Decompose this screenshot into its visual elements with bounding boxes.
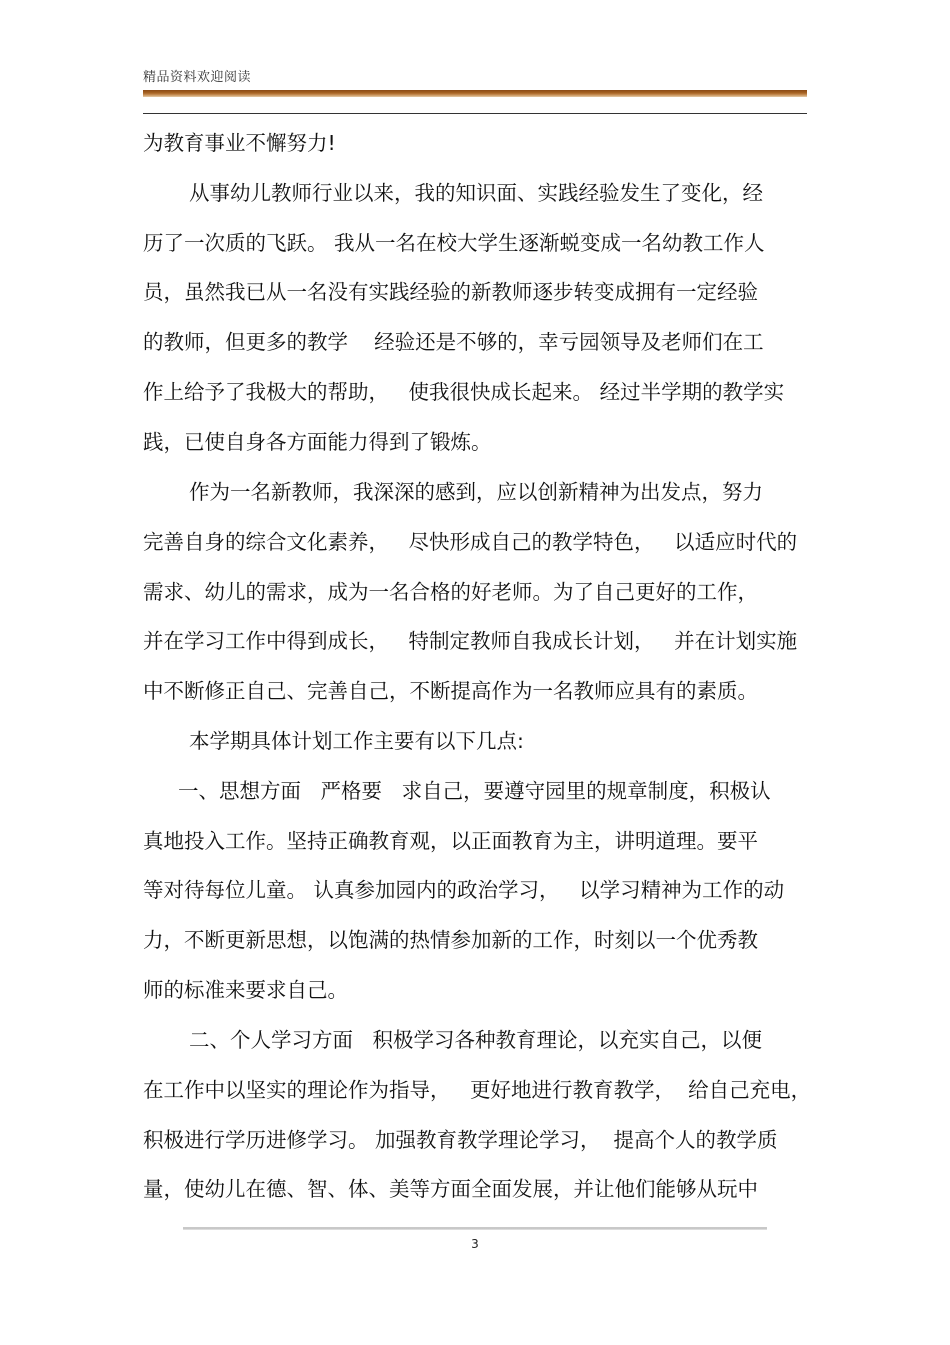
body-line: 二、个人学习方面 积极学习各种教育理论，以充实自己，以便 bbox=[189, 1028, 763, 1052]
body-line: 本学期具体计划工作主要有以下几点: bbox=[189, 729, 524, 753]
body-line: 完善自身的综合文化素养， 尽快形成自己的教学特色， 以适应时代的 bbox=[143, 530, 798, 554]
body-line: 一、思想方面 严格要 求自己，要遵守园里的规章制度，积极认 bbox=[178, 779, 771, 803]
body-line: 作为一名新教师，我深深的感到，应以创新精神为出发点，努力 bbox=[189, 480, 763, 504]
body-line: 践，已使自身各方面能力得到了锻炼。 bbox=[143, 430, 492, 454]
header-text: 精品资料欢迎阅读 bbox=[143, 70, 252, 85]
header-rule bbox=[143, 90, 807, 97]
body-line: 需求、幼儿的需求，成为一名合格的好老师。为了自己更好的工作， bbox=[143, 580, 758, 604]
body-line: 真地投入工作。坚持正确教育观，以正面教育为主，讲明道理。要平 bbox=[143, 829, 758, 853]
body-line: 积极进行学历进修学习。 加强教育教学理论学习， 提高个人的教学质 bbox=[143, 1128, 778, 1152]
header-divider bbox=[143, 113, 807, 114]
body-line: 的教师，但更多的教学 经验还是不够的，幸亏园领导及老师们在工 bbox=[143, 330, 764, 354]
body-line: 在工作中以坚实的理论作为指导， 更好地进行教育教学， 给自己充电， bbox=[143, 1078, 812, 1102]
body-line: 从事幼儿教师行业以来，我的知识面、实践经验发生了变化，经 bbox=[189, 181, 763, 205]
body-line: 等对待每位儿童。 认真参加园内的政治学习， 以学习精神为工作的动 bbox=[143, 878, 785, 902]
page-number: 3 bbox=[471, 1237, 479, 1251]
body-line: 为教育事业不懈努力! bbox=[143, 131, 336, 155]
body-line: 师的标准来要求自己。 bbox=[143, 978, 348, 1002]
footer-rule bbox=[183, 1227, 767, 1230]
body-line: 力，不断更新思想，以饱满的热情参加新的工作，时刻以一个优秀教 bbox=[143, 928, 758, 952]
body-line: 历了一次质的飞跃。 我从一名在校大学生逐渐蜕变成一名幼教工作人 bbox=[143, 231, 765, 255]
body-line: 中不断修正自己、完善自己，不断提高作为一名教师应具有的素质。 bbox=[143, 679, 758, 703]
body-line: 量，使幼儿在德、智、体、美等方面全面发展，并让他们能够从玩中 bbox=[143, 1177, 758, 1201]
body-line: 作上给予了我极大的帮助， 使我很快成长起来。 经过半学期的教学实 bbox=[143, 380, 785, 404]
body-line: 员，虽然我已从一名没有实践经验的新教师逐步转变成拥有一定经验 bbox=[143, 280, 758, 304]
body-line: 并在学习工作中得到成长， 特制定教师自我成长计划， 并在计划实施 bbox=[143, 629, 798, 653]
